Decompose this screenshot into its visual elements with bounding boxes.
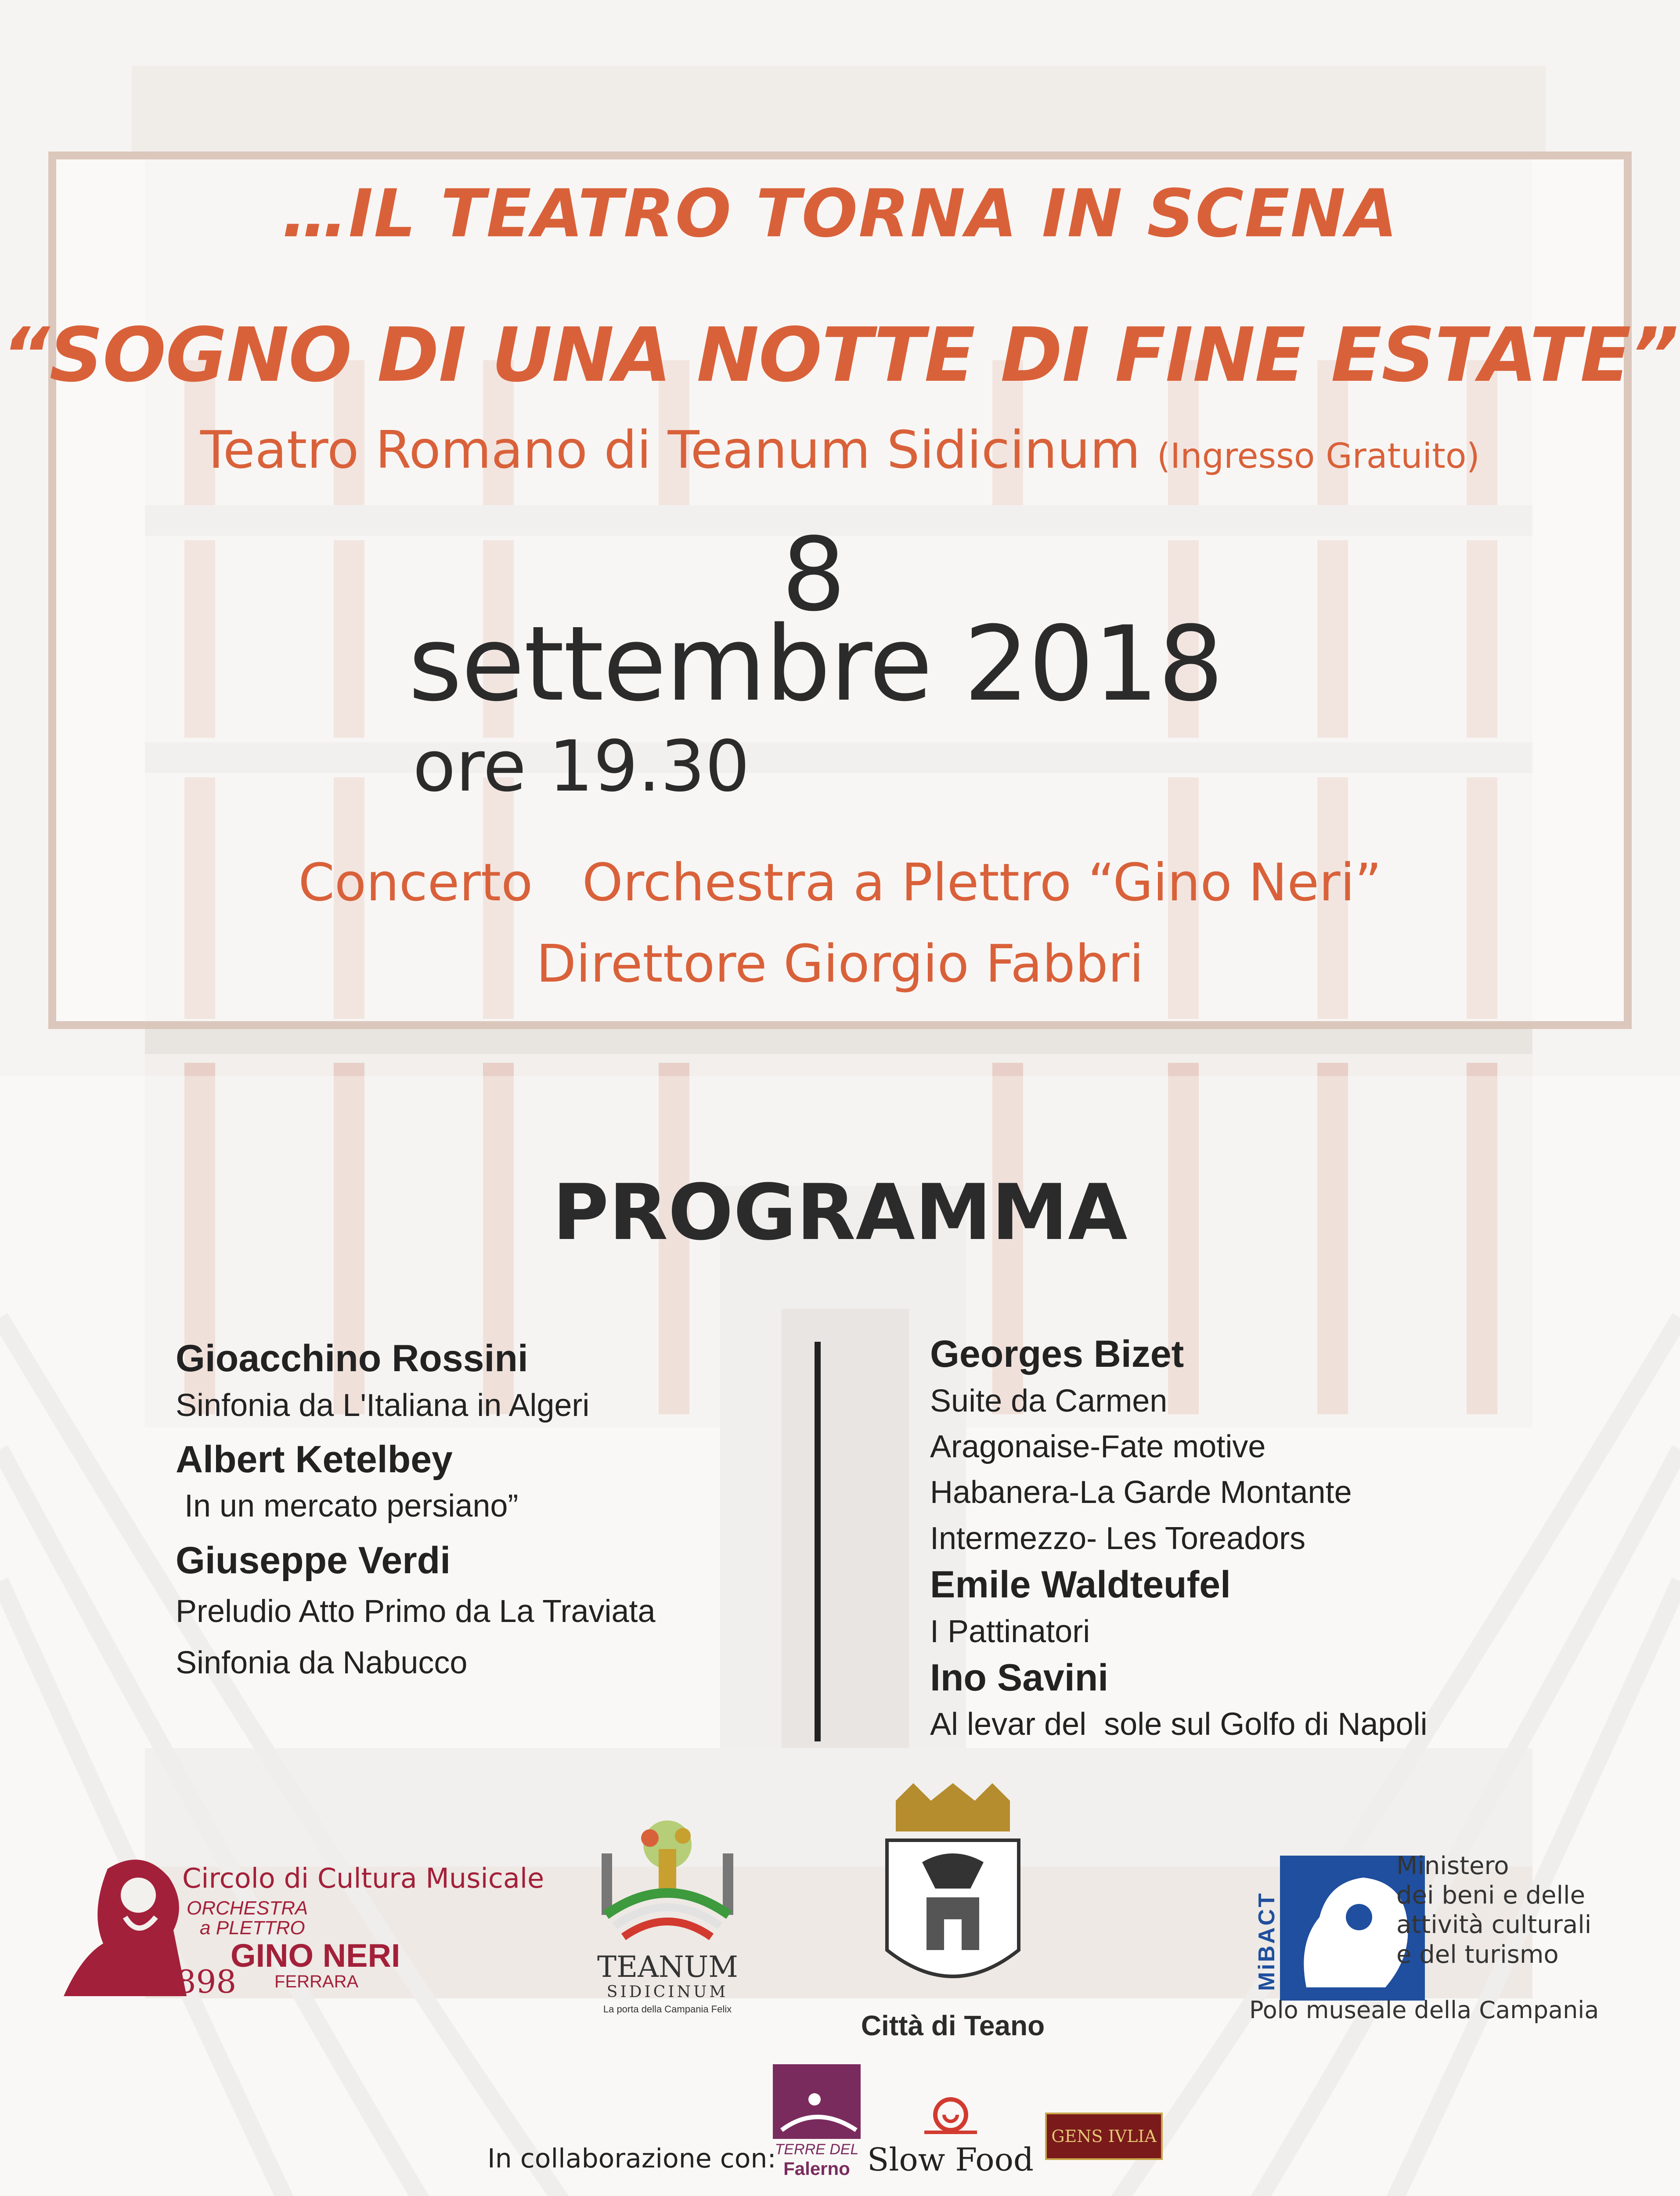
programme-right-column xyxy=(930,1331,1428,1748)
sidicinum-label: SIDICINUM xyxy=(606,1983,728,2001)
event-month-year: settembre 2018 xyxy=(408,604,1223,724)
teano-coat-of-arms-icon xyxy=(861,1783,1045,2003)
slow-food-logo xyxy=(867,2091,1043,2187)
piece: Aragonaise-Fate motive xyxy=(930,1429,1266,1464)
piece: Suite da Carmen xyxy=(930,1383,1168,1419)
piece: Habanera-La Garde Montante xyxy=(930,1475,1352,1510)
orchestra-line-2: a PLETTRO xyxy=(200,1917,305,1939)
ferrara-label: FERRARA xyxy=(274,1972,359,1991)
title-line-2: “SOGNO DI UNA NOTTE DI FINE ESTATE” xyxy=(1,312,1679,399)
terre-line-1: TERRE DEL xyxy=(775,2141,859,2158)
teanum-label: TEANUM xyxy=(597,1950,738,1984)
programme-title: PROGRAMMA xyxy=(552,1168,1128,1257)
gino-neri-label: GINO NERI xyxy=(231,1937,400,1974)
title-line-1: …IL TEATRO TORNA IN SCENA xyxy=(281,176,1399,252)
ministero-line: dei beni e delle xyxy=(1396,1881,1586,1910)
teanum-tagline: La porta della Campania Felix xyxy=(603,2004,732,2015)
piece: Sinfonia da L'Italiana in Algeri xyxy=(176,1387,590,1423)
piece: Intermezzo- Les Toreadors xyxy=(930,1521,1306,1556)
composer: Georges Bizet xyxy=(930,1333,1184,1375)
terre-del-falerno-logo xyxy=(773,2064,861,2183)
orchestra-line-1: ORCHESTRA xyxy=(187,1897,308,1919)
terre-line-2: Falerno xyxy=(783,2158,850,2179)
concert-title: Concerto Orchestra a Plettro “Gino Neri” xyxy=(298,852,1382,913)
conductor: Direttore Giorgio Fabbri xyxy=(536,933,1144,994)
mibact-label: MiBACT xyxy=(1254,1891,1280,1991)
piece: In un mercato persiano” xyxy=(176,1488,519,1524)
citta-di-teano-label: Città di Teano xyxy=(861,2010,1045,2041)
teanum-sidicinum-logo xyxy=(588,1814,746,2020)
event-day: 8 xyxy=(782,516,846,634)
piece: I Pattinatori xyxy=(930,1614,1090,1649)
piece: Al levar del sole sul Golfo di Napoli xyxy=(930,1707,1428,1742)
venue-note: (Ingresso Gratuito) xyxy=(1157,437,1480,476)
piece: Sinfonia da Nabucco xyxy=(176,1645,468,1680)
composer: Giuseppe Verdi xyxy=(176,1539,451,1582)
teanum-emblem-icon xyxy=(588,1814,746,1946)
event-time: ore 19.30 xyxy=(413,725,750,807)
year-label: 1898 xyxy=(156,1963,237,2000)
programme-left-column xyxy=(176,1335,656,1686)
gens-iulia-label: GENS IVLIA xyxy=(1051,2127,1157,2146)
ministero-text xyxy=(1396,1851,1591,1969)
column-divider xyxy=(815,1342,821,1741)
venue-name: Teatro Romano di Teanum Sidicinum xyxy=(200,419,1141,480)
circolo-label: Circolo di Cultura Musicale xyxy=(182,1862,544,1894)
venue xyxy=(0,419,1680,480)
composer: Ino Savini xyxy=(930,1656,1109,1699)
piece: Preludio Atto Primo da La Traviata xyxy=(176,1594,656,1629)
ministero-line: e del turismo xyxy=(1396,1940,1559,1969)
collaboration-label: In collaborazione con: xyxy=(487,2143,776,2174)
ministero-line: attività culturali xyxy=(1396,1911,1592,1940)
citta-di-teano-logo xyxy=(861,1783,1045,2047)
ministero-line: Ministero xyxy=(1396,1852,1509,1880)
slow-food-label: Slow Food xyxy=(867,2141,1034,2178)
gens-iulia-logo xyxy=(1045,2113,1163,2160)
composer: Emile Waldteufel xyxy=(930,1564,1231,1606)
terre-falerno-icon xyxy=(773,2064,861,2139)
composer: Albert Ketelbey xyxy=(176,1438,453,1481)
circolo-gino-neri-logo xyxy=(55,1842,544,2001)
composer: Gioacchino Rossini xyxy=(176,1337,528,1380)
polo-museale-label: Polo museale della Campania xyxy=(1249,1996,1599,2024)
snail-icon xyxy=(920,2091,981,2139)
mibact-logo xyxy=(1249,1851,1644,2027)
